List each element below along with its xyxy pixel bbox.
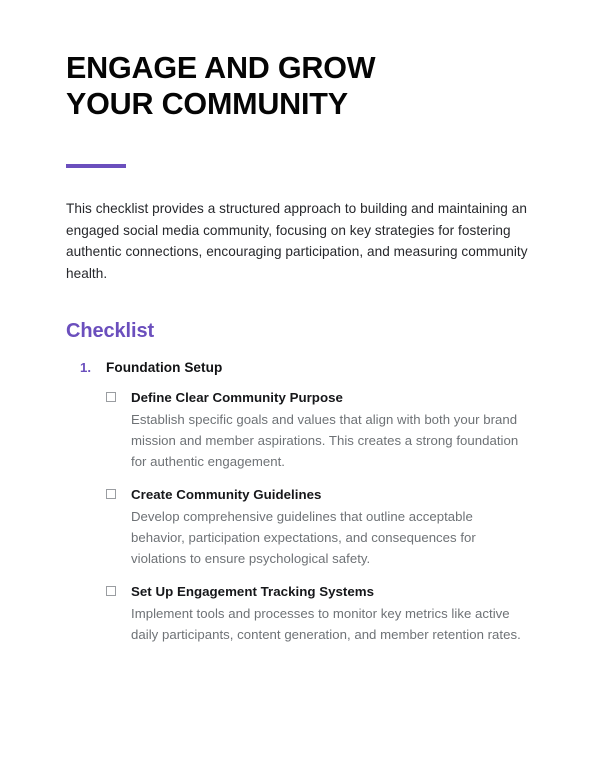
check-item-title: Define Clear Community Purpose xyxy=(131,390,343,405)
check-item[interactable] xyxy=(106,389,538,472)
title-divider xyxy=(66,164,126,168)
intro-paragraph: This checklist provides a structured approach to building and maintaining an engaged social media community, focusing on key strategies for fostering authentic connections, encouraging participation, and measuring community health. xyxy=(66,201,528,281)
checkbox-unchecked-icon[interactable] xyxy=(106,586,116,596)
check-item-title: Set Up Engagement Tracking Systems xyxy=(131,584,375,599)
document-content xyxy=(66,50,538,645)
checklist-group-list xyxy=(66,360,538,645)
checkbox-unchecked-icon[interactable] xyxy=(106,392,116,402)
check-item-description: Implement tools and processes to monitor key metrics like active daily participants, content generation, and member retention rates. xyxy=(131,606,521,642)
group-number: 1. xyxy=(80,360,91,375)
check-item-description: Develop comprehensive guidelines that outline acceptable behavior, participation expectations, and consequences for violations to ensure psychological safety. xyxy=(131,509,476,566)
section-heading-checklist: Checklist xyxy=(66,320,155,342)
page-title xyxy=(66,50,538,122)
check-item[interactable] xyxy=(106,583,538,645)
check-item-description: Establish specific goals and values that align with both your brand mission and member aspirations. This creates a strong foundation for authentic engagement. xyxy=(131,412,519,469)
check-item[interactable] xyxy=(106,486,538,569)
checklist-group xyxy=(66,360,538,645)
check-item-title: Create Community Guidelines xyxy=(131,487,322,502)
page-title-line-1: ENGAGE AND GROW xyxy=(66,51,376,85)
page-title-line-2: YOUR COMMUNITY xyxy=(66,87,348,121)
checkbox-unchecked-icon[interactable] xyxy=(106,489,116,499)
check-item-list xyxy=(106,389,538,645)
group-title: Foundation Setup xyxy=(106,360,223,375)
